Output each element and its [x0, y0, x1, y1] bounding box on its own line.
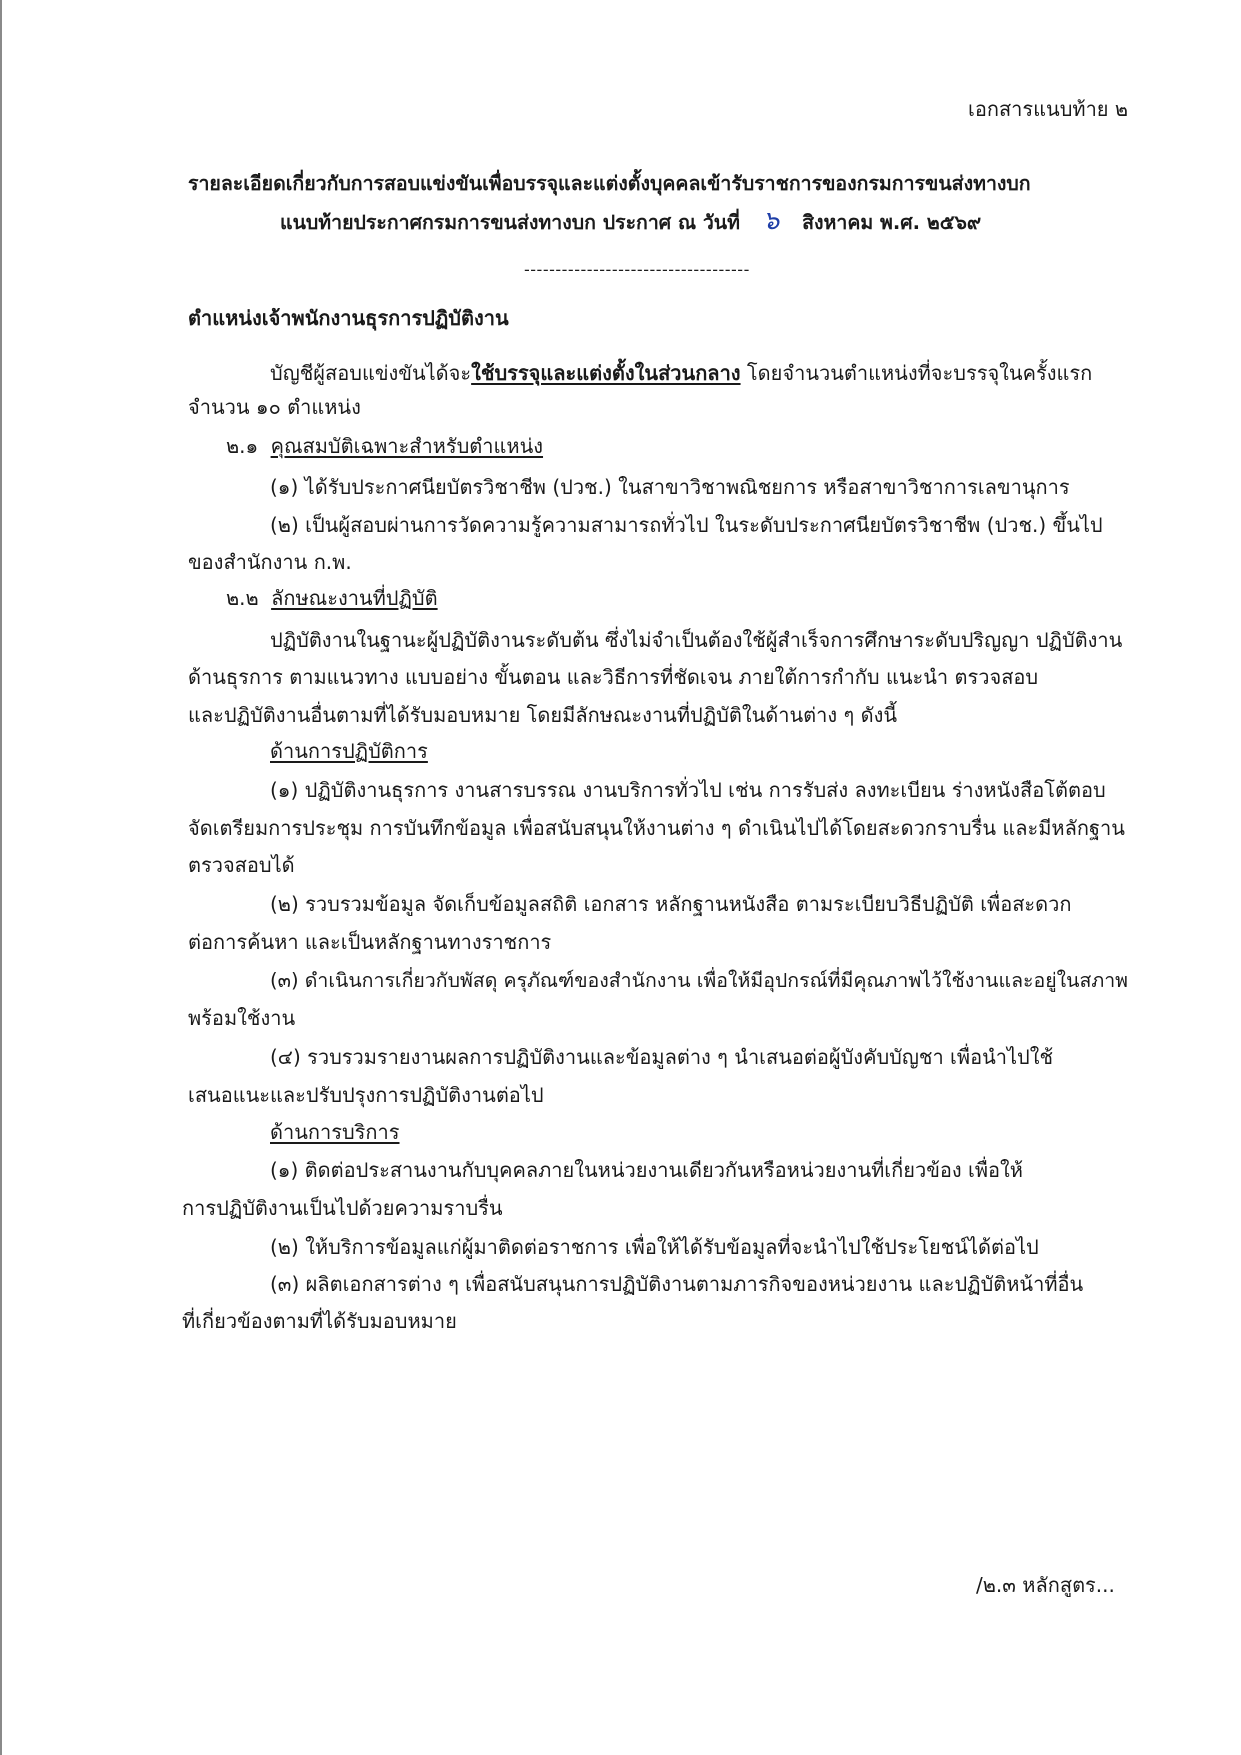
intro-emphasis: ใช้บรรจุและแต่งตั้งในส่วนกลาง	[471, 361, 741, 385]
attachment-label: เอกสารแนบท้าย ๒	[968, 97, 1129, 121]
section-2-2-para-line-2: ด้านธุรการ ตามแนวทาง แบบอย่าง ขั้นตอน และวิธีการที่ชัดเจน ภายใต้การกำกับ แนะนำ ตรวจสอบ	[188, 665, 1039, 689]
operations-item-1-line-3: ตรวจสอบได้	[188, 853, 295, 877]
operations-item-4-line-1: (๔) รวบรวมรายงานผลการปฏิบัติงานและข้อมูลต่าง ๆ นำเสนอต่อผู้บังคับบัญชา เพื่อนำไปใช้	[270, 1045, 1054, 1069]
heading-separator: ------------------------------------	[524, 260, 750, 279]
services-item-2-line-1: (๒) ให้บริการข้อมูลแก่ผู้มาติดต่อราชการ เพื่อให้ได้รับข้อมูลที่จะนำไปใช้ประโยชน์ได้ต่อไป	[270, 1235, 1039, 1259]
section-2-2-heading	[226, 585, 438, 611]
section-2-1-item-1: (๑) ได้รับประกาศนียบัตรวิชาชีพ (ปวช.) ในสาขาวิชาพณิชยการ หรือสาขาวิชาการเลขานุการ	[270, 475, 1070, 499]
intro-text-pre: บัญชีผู้สอบแข่งขันได้จะ	[270, 361, 472, 385]
services-item-1-line-2: การปฏิบัติงานเป็นไปด้วยความราบรื่น	[182, 1196, 503, 1220]
section-2-2-title: ลักษณะงานที่ปฏิบัติ	[271, 586, 438, 610]
services-item-1-line-1: (๑) ติดต่อประสานงานกับบุคคลภายในหน่วยงานเดียวกันหรือหน่วยงานที่เกี่ยวข้อง เพื่อให้	[270, 1158, 1023, 1182]
heading-line-2	[280, 208, 981, 236]
intro-line-1	[270, 360, 1092, 386]
continuation-note: /๒.๓ หลักสูตร...	[976, 1573, 1115, 1597]
services-heading: ด้านการบริการ	[270, 1120, 400, 1144]
position-title: ตำแหน่งเจ้าพนักงานธุรการปฏิบัติงาน	[188, 306, 509, 330]
section-2-2-para-line-1: ปฏิบัติงานในฐานะผู้ปฏิบัติงานระดับต้น ซึ่งไม่จำเป็นต้องใช้ผู้สำเร็จการศึกษาระดับปริญญา ปฏิบัติงาน	[270, 628, 1123, 652]
services-item-3-line-1: (๓) ผลิตเอกสารต่าง ๆ เพื่อสนับสนุนการปฏิบัติงานตามภารกิจของหน่วยงาน และปฏิบัติหน้าที่อื่น	[270, 1272, 1084, 1296]
services-item-3-line-2: ที่เกี่ยวข้องตามที่ได้รับมอบหมาย	[182, 1309, 457, 1333]
section-2-2-number: ๒.๒	[226, 586, 259, 610]
operations-item-1-line-2: จัดเตรียมการประชุม การบันทึกข้อมูล เพื่อสนับสนุนให้งานต่าง ๆ ดำเนินไปได้โดยสะดวกราบรื่น และมีหลักฐาน	[188, 816, 1125, 840]
heading-line-1: รายละเอียดเกี่ยวกับการสอบแข่งขันเพื่อบรรจุและแต่งตั้งบุคคลเข้ารับราชการของกรมการขนส่งทางบก	[188, 172, 1031, 195]
section-2-1-number: ๒.๑	[226, 434, 259, 458]
section-2-1-title: คุณสมบัติเฉพาะสำหรับตำแหน่ง	[270, 434, 544, 458]
handwritten-day: ๖	[762, 206, 780, 236]
heading-line-2-suffix: สิงหาคม พ.ศ. ๒๕๖๙	[802, 211, 982, 234]
section-2-1-item-2-line-1: (๒) เป็นผู้สอบผ่านการวัดความรู้ความสามารถทั่วไป ในระดับประกาศนียบัตรวิชาชีพ (ปวช.) ขึ้นไป	[270, 513, 1103, 537]
section-2-1-item-2-line-2: ของสำนักงาน ก.พ.	[188, 550, 352, 574]
scan-edge-line	[0, 0, 2, 1755]
section-2-2-para-line-3: และปฏิบัติงานอื่นตามที่ได้รับมอบหมาย โดยมีลักษณะงานที่ปฏิบัติในด้านต่าง ๆ ดังนี้	[188, 703, 898, 727]
operations-item-3-line-2: พร้อมใช้งาน	[188, 1006, 296, 1030]
operations-item-1-line-1: (๑) ปฏิบัติงานธุรการ งานสารบรรณ งานบริการทั่วไป เช่น การรับส่ง ลงทะเบียน ร่างหนังสือโต้ตอบ	[270, 778, 1106, 802]
section-2-1-heading	[226, 433, 543, 459]
intro-text-post: โดยจำนวนตำแหน่งที่จะบรรจุในครั้งแรก	[740, 361, 1093, 385]
intro-line-2: จำนวน ๑๐ ตำแหน่ง	[188, 395, 361, 419]
operations-item-3-line-1: (๓) ดำเนินการเกี่ยวกับพัสดุ ครุภัณฑ์ของสำนักงาน เพื่อให้มีอุปกรณ์ที่มีคุณภาพไว้ใช้งานและอยู่ในสภาพ	[270, 969, 1129, 992]
operations-item-2-line-2: ต่อการค้นหา และเป็นหลักฐานทางราชการ	[188, 930, 552, 954]
operations-heading: ด้านการปฏิบัติการ	[270, 739, 428, 763]
operations-item-2-line-1: (๒) รวบรวมข้อมูล จัดเก็บข้อมูลสถิติ เอกสาร หลักฐานหนังสือ ตามระเบียบวิธีปฏิบัติ เพื่อสะดวก	[270, 892, 1072, 916]
operations-item-4-line-2: เสนอแนะและปรับปรุงการปฏิบัติงานต่อไป	[188, 1083, 544, 1107]
heading-line-2-prefix: แนบท้ายประกาศกรมการขนส่งทางบก ประกาศ ณ วันที่	[280, 211, 740, 234]
